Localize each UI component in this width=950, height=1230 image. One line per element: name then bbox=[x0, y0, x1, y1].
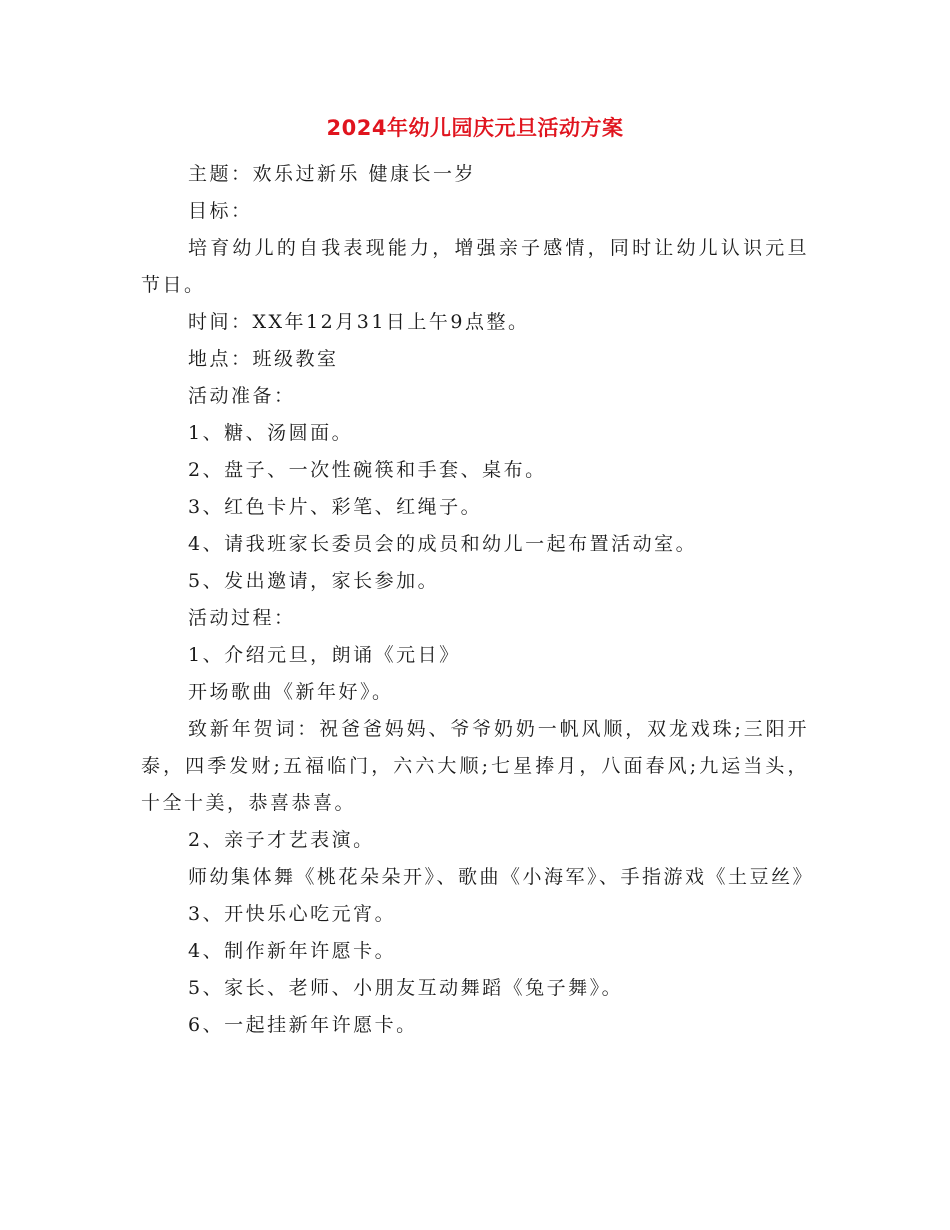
goal-paragraph: 培育幼儿的自我表现能力，增强亲子感情，同时让幼儿认识元旦节日。 bbox=[141, 237, 809, 296]
preparation-item: 4、请我班家长委员会的成员和幼儿一起布置活动室。 bbox=[188, 533, 698, 555]
process-item: 1、介绍元旦，朗诵《元日》 bbox=[188, 644, 461, 666]
process-heading: 活动过程： bbox=[188, 607, 296, 629]
process-item: 6、一起挂新年许愿卡。 bbox=[188, 1014, 418, 1036]
preparation-heading: 活动准备： bbox=[188, 385, 296, 407]
process-item: 5、家长、老师、小朋友互动舞蹈《兔子舞》。 bbox=[188, 977, 624, 999]
theme-paragraph: 主题：欢乐过新乐 健康长一岁 bbox=[188, 163, 477, 185]
greeting-paragraph: 致新年贺词：祝爸爸妈妈、爷爷奶奶一帆风顺，双龙戏珠;三阳开泰，四季发财;五福临门，六六大顺;七星捧月，八面春风;九运当头，十全十美，恭喜恭喜。 bbox=[141, 718, 809, 814]
process-item: 2、亲子才艺表演。 bbox=[188, 829, 375, 851]
document-body bbox=[141, 156, 815, 1044]
time-paragraph: 时间：XX年12月31日上午9点整。 bbox=[188, 311, 530, 333]
document-title: 2024年幼儿园庆元旦活动方案 bbox=[326, 116, 624, 140]
preparation-item: 3、红色卡片、彩笔、红绳子。 bbox=[188, 496, 483, 518]
preparation-item: 1、糖、汤圆面。 bbox=[188, 422, 354, 444]
preparation-item: 5、发出邀请，家长参加。 bbox=[188, 570, 440, 592]
preparation-item: 2、盘子、一次性碗筷和手套、桌布。 bbox=[188, 459, 547, 481]
process-item: 4、制作新年许愿卡。 bbox=[188, 940, 397, 962]
process-paragraph: 开场歌曲《新年好》。 bbox=[188, 681, 394, 703]
location-paragraph: 地点：班级教室 bbox=[188, 348, 339, 370]
performance-paragraph: 师幼集体舞《桃花朵朵开》、歌曲《小海军》、手指游戏《土豆丝》 bbox=[188, 866, 815, 888]
process-item: 3、开快乐心吃元宵。 bbox=[188, 903, 397, 925]
goal-heading: 目标： bbox=[188, 200, 253, 222]
